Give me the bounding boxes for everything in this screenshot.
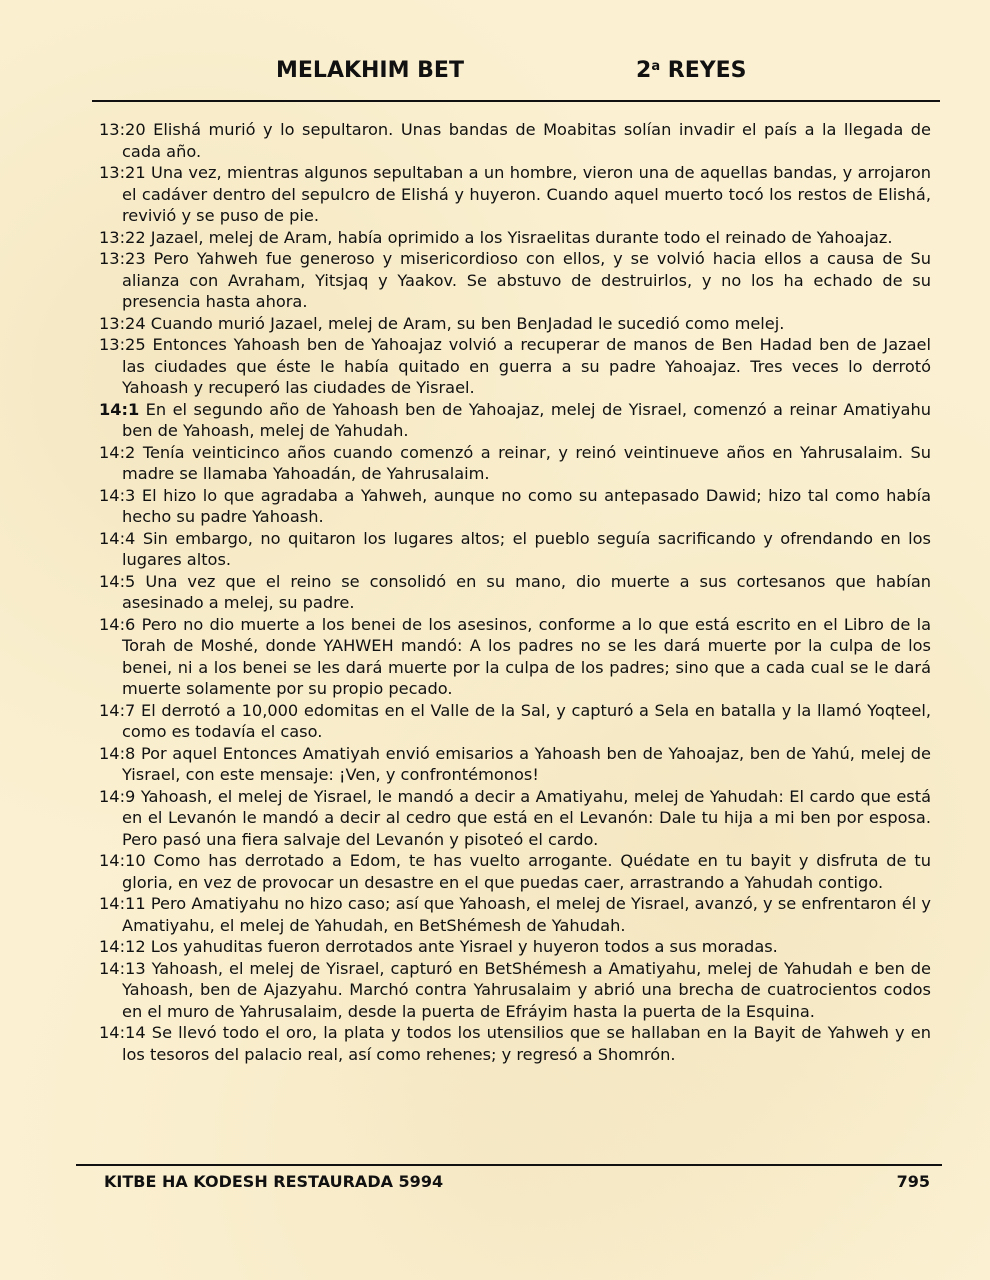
verse-reference: 13:24 [99,313,146,333]
verse-text: Pero Yahweh fue generoso y misericordioso con ellos, y se volvió hacia ellos a causa de Su alianza con Avraham, Yitsjaq y Yaakov. Se abstuvo de destruirlos, y no los ha echado de su presencia hasta ahora. [122,249,931,311]
verse-text: El hizo lo que agradaba a Yahweh, aunque no como su antepasado Dawid; hizo tal como había hecho su padre Yahoash. [122,485,931,526]
page-header [0,58,990,92]
verse-reference: 14:7 [99,700,136,720]
verse-text: Jazael, melej de Aram, había oprimido a los Yisraelitas durante todo el reinado de Yahoajaz. [145,227,893,247]
verse-text: Una vez que el reino se consolidó en su mano, dio muerte a sus cortesanos que habían asesinado a melej, su padre. [122,571,931,612]
verse [99,786,931,851]
verse-reference: 13:22 [99,227,146,247]
verse [99,528,931,571]
verse-reference: 13:21 [99,163,146,182]
verse-reference: 14:14 [99,1023,146,1042]
verse-reference: 13:25 [99,335,146,354]
verse [99,399,931,442]
footer-divider [76,1164,942,1166]
verse [99,850,931,893]
verse [99,700,931,743]
verse [99,442,931,485]
verse-reference: 14:6 [99,614,136,634]
verse [99,743,931,786]
footer-title: KITBE HA KODESH RESTAURADA 5994 [104,1172,444,1191]
book-title-hebrew: MELAKHIM BET [276,58,464,83]
verse-text: En el segundo año de Yahoash ben de Yahoajaz, melej de Yisrael, comenzó a reinar Amatiyahu ben de Yahoash, melej de Yahudah. [122,399,931,440]
verse [99,1022,931,1065]
verse-text: Una vez, mientras algunos sepultaban a un hombre, vieron una de aquellas bandas, y arrojaron el cadáver dentro del sepulcro de Elishá y huyeron. Cuando aquel muerto tocó los restos de Elishá, revivió y se puso de pie. [122,163,931,225]
verse-reference: 14:13 [99,958,146,978]
verse-text: El derrotó a 10,000 edomitas en el Valle de la Sal, y capturó a Sela en batalla y la llamó Yoqteel, como es todavía el caso. [122,700,931,741]
verse-reference: 14:11 [99,894,146,913]
verse-reference: 14:1 [99,399,140,419]
verse-text: Yahoash, el melej de Yisrael, capturó en BetShémesh a Amatiyahu, melej de Yahudah e ben de Yahoash, ben de Ajazyahu. Marchó contra Yahrusalaim y abrió una brecha de cuatrocientos codos en el muro de Yahrusalaim, desde la puerta de Efráyim hasta la puerta de la Esquina. [122,958,931,1021]
verse [99,485,931,528]
verse-text: Por aquel Entonces Amatiyah envió emisarios a Yahoash ben de Yahoajaz, ben de Yahú, melej de Yisrael, con este mensaje: ¡Ven, y confrontémonos! [122,743,931,784]
verse [99,958,931,1023]
verse-text: Pero no dio muerte a los benei de los asesinos, conforme a lo que está escrito en el Libro de la Torah de Moshé, donde YAHWEH mandó: A los padres no se les dará muerte por la culpa de los benei, ni a los benei se les dará muerte por la culpa de los padres; sino que a cada cual se le dará muerte solamente por su propio pecado. [122,614,931,698]
verse-text: Tenía veinticinco años cuando comenzó a reinar, y reinó veintinueve años en Yahrusalaim. Su madre se llamaba Yahoadán, de Yahrusalaim. [122,442,931,483]
book-title-spanish [636,58,747,83]
verse [99,571,931,614]
verse-reference: 14:10 [99,851,146,870]
verse-reference: 14:4 [99,528,136,548]
verse-text: Elishá murió y lo sepultaron. Unas bandas de Moabitas solían invadir el país a la llegada de cada año. [122,120,931,161]
book-number: 2 [636,58,652,83]
verse-reference: 14:8 [99,743,136,763]
verse [99,893,931,936]
verse-reference: 13:20 [99,120,146,139]
header-divider [92,100,940,102]
verse [99,248,931,313]
book-number-ordinal: a [651,59,661,74]
book-name: REYES [660,58,747,83]
verse-text: Entonces Yahoash ben de Yahoajaz volvió a recuperar de manos de Ben Hadad ben de Jazael las ciudades que éste le había quitado en guerra a su padre Yahoajaz. Tres veces lo derrotó Yahoash y recuperó las ciudades de Yisrael. [122,335,931,397]
verse-text: Pero Amatiyahu no hizo caso; así que Yahoash, el melej de Yisrael, avanzó, y se enfrentaron él y Amatiyahu, el melej de Yahudah, en BetShémesh de Yahudah. [122,894,931,935]
verse [99,614,931,700]
verse-reference: 14:5 [99,571,136,591]
verse-reference: 14:3 [99,485,136,505]
verse-text: Los yahuditas fueron derrotados ante Yisrael y huyeron todos a sus moradas. [145,937,778,956]
page-number: 795 [896,1172,930,1191]
verse-reference: 14:9 [99,786,136,806]
verse [99,119,931,162]
verse-text: Como has derrotado a Edom, te has vuelto arrogante. Quédate en tu bayit y disfruta de tu gloria, en vez de provocar un desastre en el que puedas caer, arrastrando a Yahudah contigo. [122,851,931,892]
verse [99,936,931,958]
verse-reference: 14:12 [99,937,146,956]
verse-text: Cuando murió Jazael, melej de Aram, su ben BenJadad le sucedió como melej. [145,313,785,333]
verse [99,334,931,399]
verse-reference: 13:23 [99,249,146,268]
verse [99,227,931,249]
verse [99,313,931,335]
verse [99,162,931,227]
verse-text: Yahoash, el melej de Yisrael, le mandó a decir a Amatiyahu, melej de Yahudah: El cardo que está en el Levanón le mandó a decir al cedro que está en el Levanón: Dale tu hija a mi ben por esposa. Pero pasó una fiera salvaje del Levanón y pisoteó el cardo. [122,786,931,849]
verse-text: Se llevó todo el oro, la plata y todos los utensilios que se hallaban en la Bayit de Yahweh y en los tesoros del palacio real, así como rehenes; y regresó a Shomrón. [122,1023,931,1064]
verse-list [99,119,931,1065]
verse-text: Sin embargo, no quitaron los lugares altos; el pueblo seguía sacrificando y ofrendando en los lugares altos. [122,528,931,569]
verse-reference: 14:2 [99,442,136,462]
